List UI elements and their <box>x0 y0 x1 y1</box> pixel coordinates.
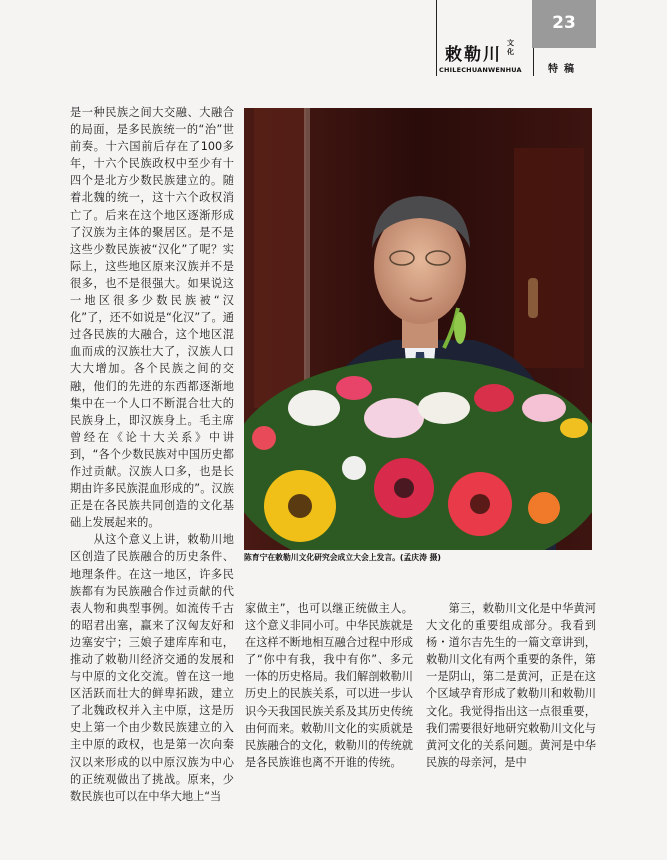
speaker-photo <box>244 108 592 550</box>
magazine-title: 敕勒川 <box>445 45 502 65</box>
section-label: 特稿 <box>548 64 580 75</box>
masthead <box>436 0 596 76</box>
masthead-brand <box>436 0 534 76</box>
speaker-photo-illustration <box>244 108 592 550</box>
article-column-3: 第三，敕勒川文化是中华黄河大文化的重要组成部分。我看到杨・道尔吉先生的一篇文章讲到，敕勒川文化有两个重要的条件，第一是阴山，第二是黄河，正是在这个区域孕育形成了敕勒川和敕勒川文化。我觉得指出这一点很重要，我们需要很好地研究敕勒川文化与黄河文化的关系问题。黄河是中华民族的母亲河，是中 <box>426 602 596 769</box>
magazine-subtitle: 文化 <box>507 39 514 56</box>
photo-caption: 陈育宁在敕勒川文化研究会成立大会上发言。(孟庆涛 摄) <box>244 553 441 562</box>
article-column-1: 是一种民族之间大交融、大融合的局面，是多民族统一的“治”世前奏。十六国前后存在了100多年，十六个民族政权中至少有十四个是北方少数民族建立的。随着北魏的统一，这十六个政权消亡了。后来在这个地区逐渐形成了汉族为主体的聚居区。是不是这些少数民族被“汉化”了呢？实际上，这些地区原来汉族并不是很多，也不是很强大。如果说这一地区很多少数民族被“汉化”了，还不如说是“化汉”了。通过各民族的大融合，这个地区混血而成的汉族壮大了，汉族人口大大增加。各个民族之间的交融，他们的先进的东西都逐渐地集中在一个人口不断混合壮大的民族身上，即汉族身上。毛主席曾经在《论十大关系》中讲到，“各个少数民族对中国历史都作过贡献。汉族人口多，也是长期由许多民族混血形成的”。汉族正是在各民族共同创造的文化基础上发展起来的。 从这个意义上讲，敕勒川地区创造了民族融合的历史条件、地理条件。在这一地区，许多民族都有为民族融合作过贡献的代表人物和典型事例。如流传千古的昭君出塞，赢来了汉匈友好和边塞安宁；三娘子建库库和屯，推动了敕勒川经济交通的发展和与中原的文化交流。曾在这一地区活跃而壮大的鲜卑拓跋，建立了北魏政权并入主中原，这是历史上第一个由少数民族建立的入主中原的政权，也是第一次向秦汉以来形成的以中原汉族为中心的正统观做出了挑战。原来，少数民族也可以在中华大地上“当 <box>70 106 234 803</box>
magazine-pinyin: CHILECHUANWENHUA <box>439 66 522 74</box>
page-number: 23 <box>532 0 596 48</box>
article-column-2: 家做主”，也可以继正统做主人。这个意义非同小可。中华民族就是在这样不断地相互融合过程中形成了“你中有我，我中有你”、多元一体的历史格局。我们解剖敕勒川历史上的民族关系，可以进一步认识今天我国民族关系及其历史传统由何而来。敕勒川文化的实质就是民族融合的文化，敕勒川的传统就是各民族谁也离不开谁的传统。 <box>245 602 413 769</box>
